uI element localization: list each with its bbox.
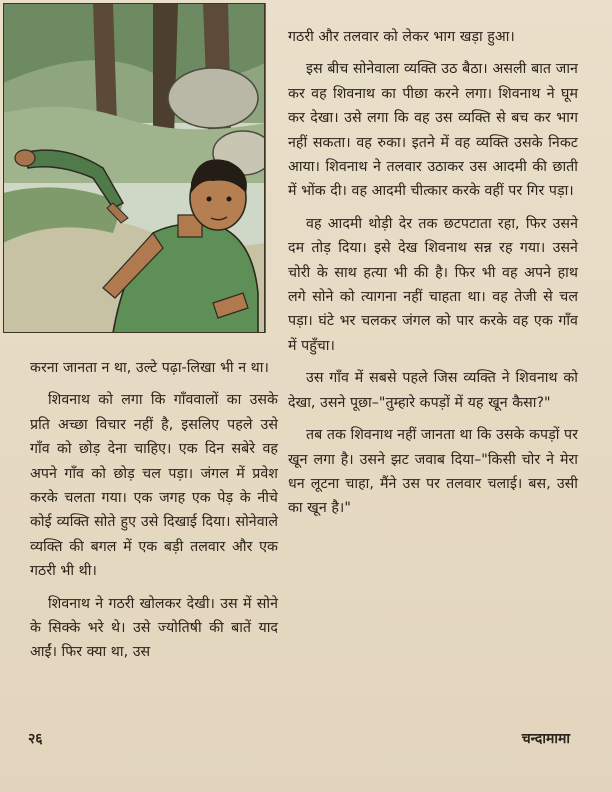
story-illustration (3, 3, 266, 333)
paragraph: इस बीच सोनेवाला व्यक्ति उठ बैठा। असली बात जान कर वह शिवनाथ का पीछा करने लगा। शिवनाथ ने घूम कर देखा। उसे लगा कि वह उस व्यक्ति से बच कर भाग नहीं सकता। वह रुका। इतने में वह व्यक्ति उसके निकट आया। शिवनाथ ने तलवार उठाकर उस आदमी की छाती में भोंक दी। वह आदमी चीत्कार करके वहीं पर गिर पड़ा। (288, 61, 578, 200)
magazine-name: चन्दामामा (521, 731, 570, 747)
paragraph: करना जानता न था, उल्टे पढ़ा-लिखा भी न था। (30, 360, 269, 376)
jungle-scene-image (3, 3, 265, 333)
right-text-column (288, 25, 578, 521)
paragraph: उस गाँव में सबसे पहले जिस व्यक्ति ने शिवनाथ को देखा, उसने पूछा–"तुम्हारे कपड़ों में यह खून कैसा?" (288, 370, 578, 411)
paragraph: शिवनाथ ने गठरी खोलकर देखी। उस में सोने के सिक्के भरे थे। उसे ज्योतिषी की बातें याद आईं। फिर क्या था, उस (30, 595, 278, 661)
page-number: २६ (28, 731, 43, 747)
paragraph: गठरी और तलवार को लेकर भाग खड़ा हुआ। (288, 29, 515, 45)
paragraph: शिवनाथ को लगा कि गाँववालों का उसके प्रति अच्छा विचार नहीं है, इसलिए पहले उसे गाँव को छोड़ देना चाहिए। एक दिन सबेरे वह अपने गाँव को छोड़ चल पड़ा। जंगल में प्रवेश करके चलता गया। एक जगह एक पेड़ के नीचे कोई व्यक्ति सोते हुए उसे दिखाई दिया। सोनेवाले व्यक्ति की बगल में एक बड़ी तलवार और एक गठरी भी थी। (30, 392, 278, 580)
paragraph: वह आदमी थोड़ी देर तक छटपटाता रहा, फिर उसने दम तोड़ दिया। इसे देख शिवनाथ सन्न रह गया। उसने चोरी के साथ हत्या भी की है। फिर भी वह अपने हाथ लगे सोने को त्यागना नहीं चाहता था। वह तेजी से चल पड़ा। घंटे भर चलकर जंगल को पार करके वह एक गाँव में पहुँचा। (288, 215, 578, 354)
paragraph: तब तक शिवनाथ नहीं जानता था कि उसके कपड़ों पर खून लगा है। उसने झट जवाब दिया–"किसी चोर ने मेरा धन लूटना चाहा, मैंने उस पर तलवार चलाई। बस, उसी का खून है।" (288, 427, 578, 517)
left-text-column (30, 356, 278, 665)
